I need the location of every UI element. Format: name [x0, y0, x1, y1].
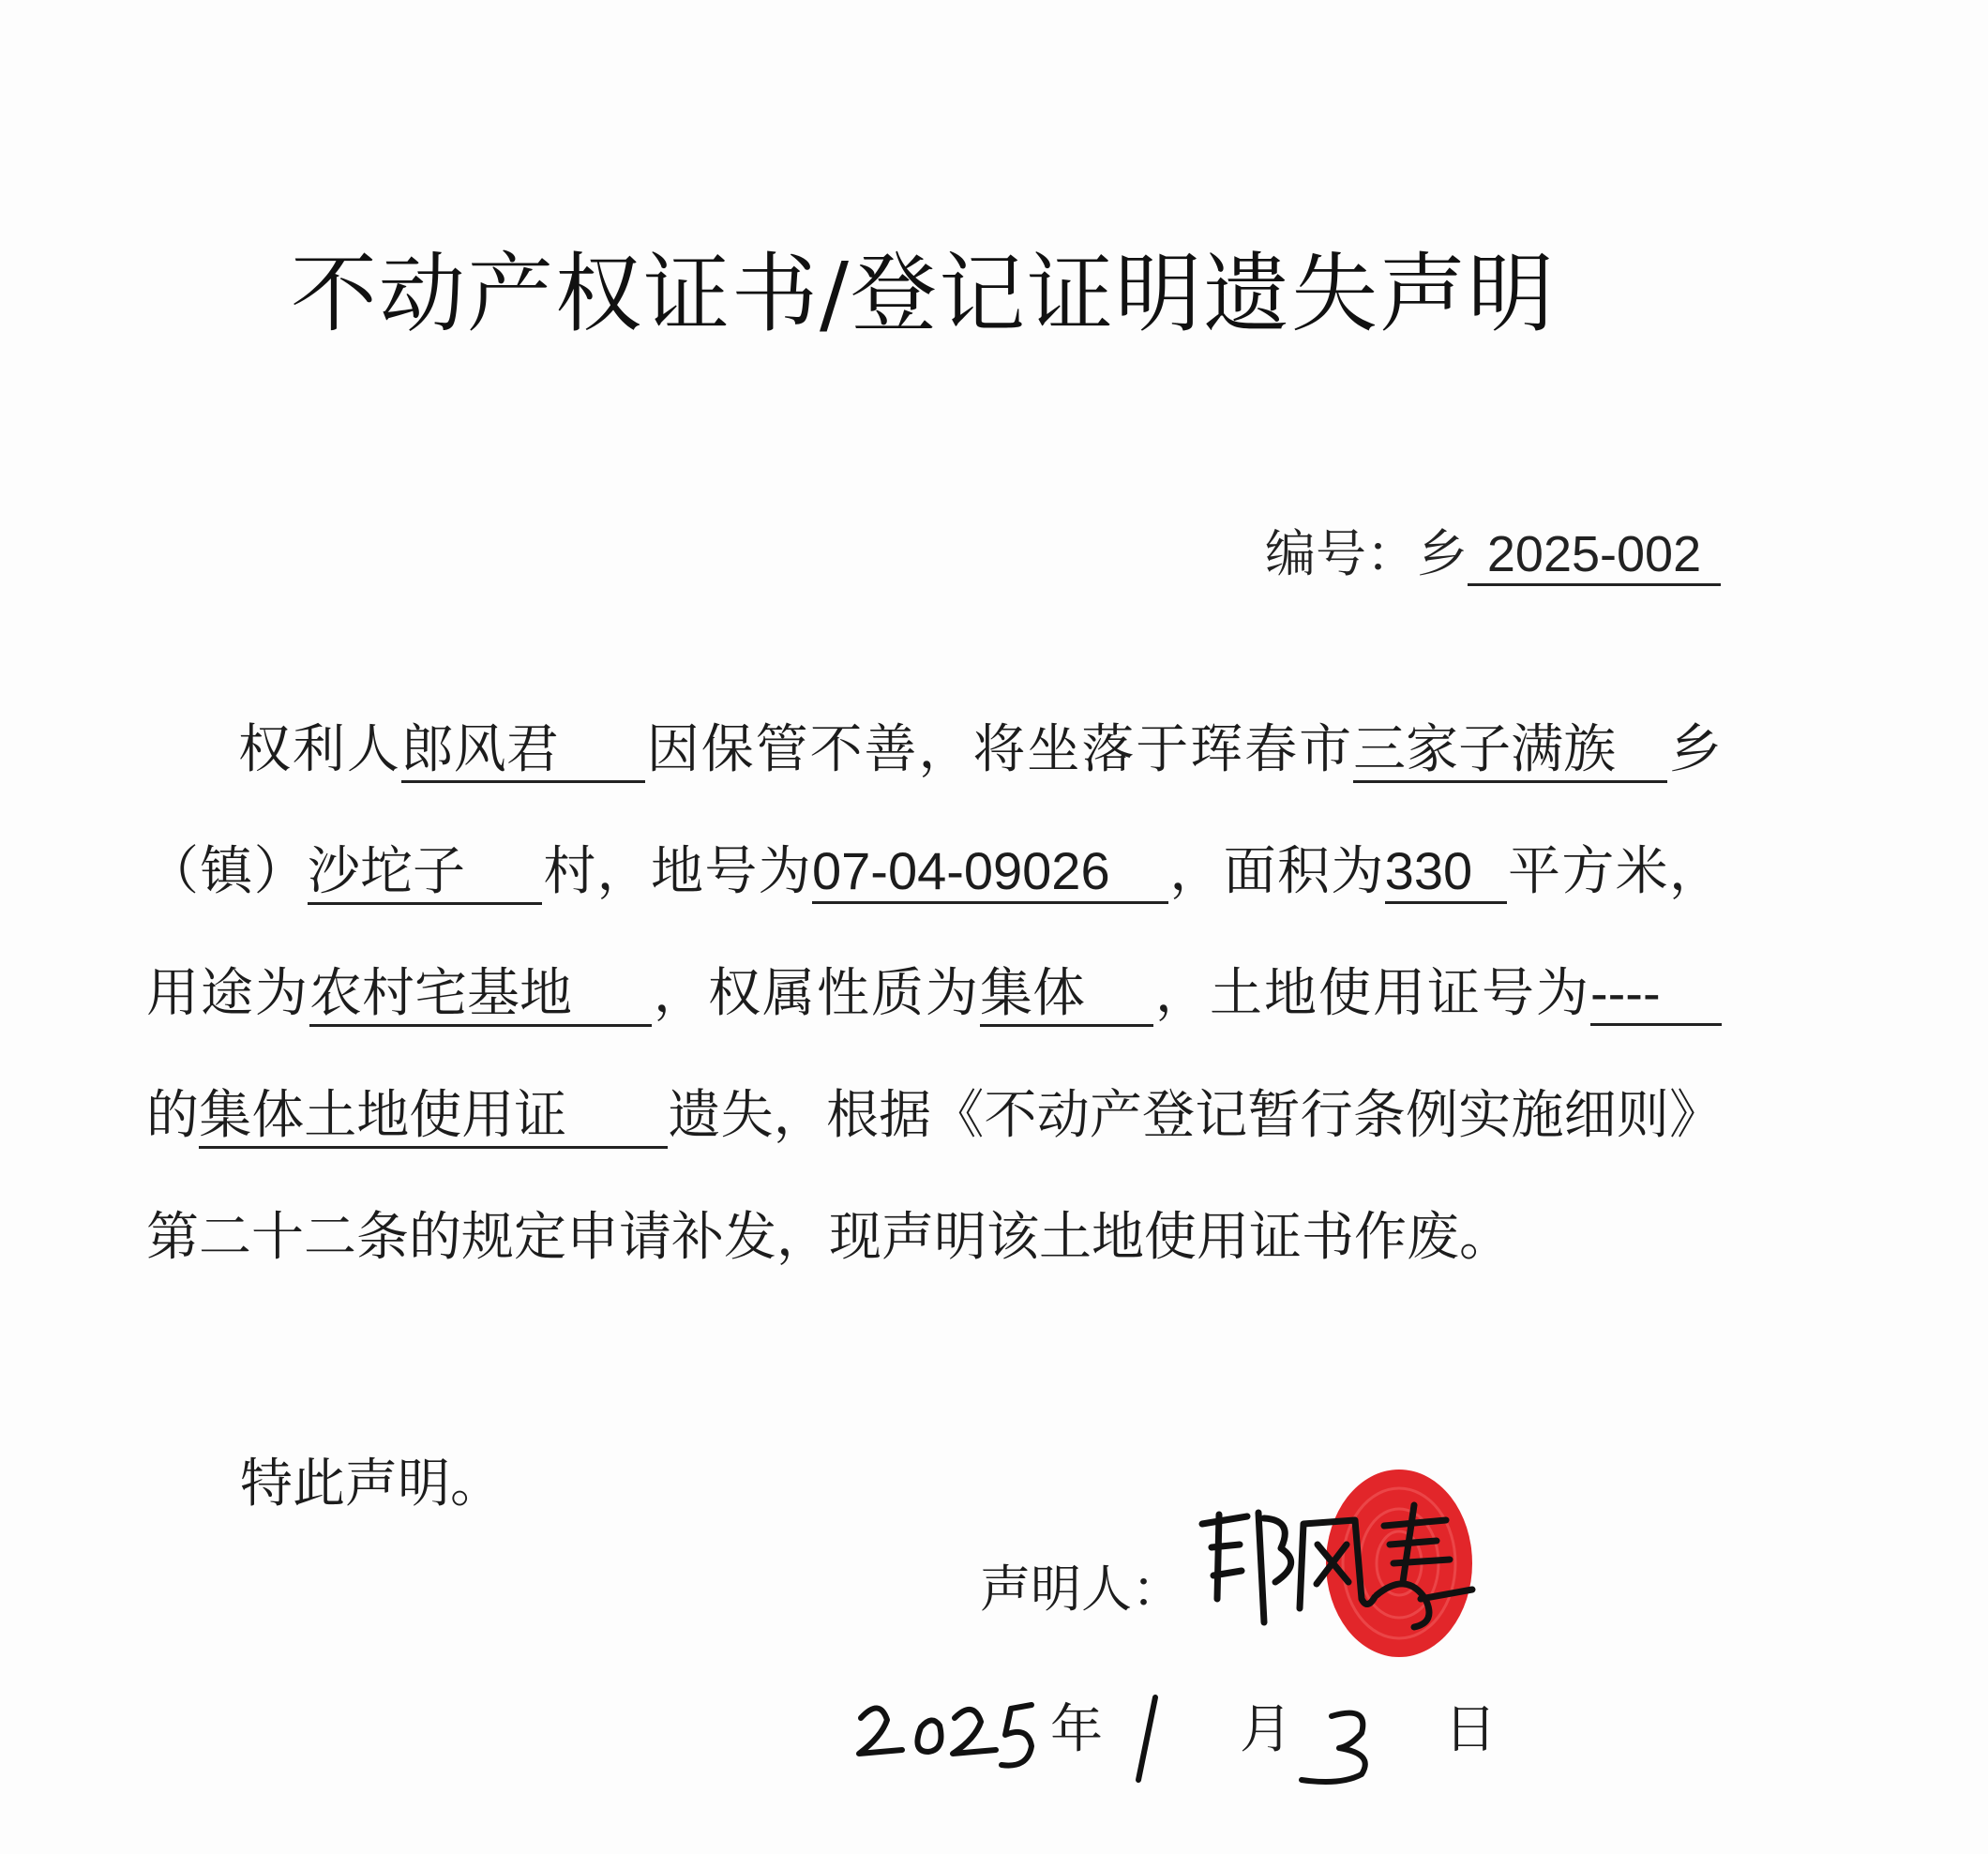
- body-text-1: 权利人: [236, 719, 401, 780]
- township-name: 三家子满族: [1353, 720, 1667, 783]
- body-text-3: 乡（镇）: [146, 719, 1723, 902]
- date-year-digit-0: [917, 1720, 941, 1752]
- closing-statement: 特此声明。: [240, 1454, 503, 1515]
- year-label: 年: [1050, 1699, 1103, 1760]
- area-value: 330: [1385, 841, 1507, 904]
- body-text-4: 村，地号为: [542, 841, 812, 902]
- document-number: [1265, 514, 1721, 586]
- document-title: 不动产权证书/登记证明遗失声明: [291, 244, 1556, 344]
- month-label: 月: [1240, 1699, 1292, 1760]
- day-label: 日: [1444, 1699, 1497, 1760]
- number-value: 2025-002: [1468, 525, 1721, 586]
- body-text-9: 的: [146, 1085, 200, 1146]
- body-text-2: 因保管不善，将坐落于珲春市: [644, 719, 1354, 780]
- number-label: 编号：乡: [1265, 524, 1468, 583]
- body-text-7: ，权属性质为: [652, 963, 980, 1024]
- body-text-6: 平方米，用途为: [146, 841, 1723, 1024]
- declarant-label: 声明人：: [980, 1560, 1182, 1619]
- ownership-type: 集体: [980, 964, 1153, 1027]
- body-text-5: ，面积为: [1168, 841, 1385, 902]
- date-day-digit: [1302, 1713, 1365, 1782]
- body-text-8: ，土地使用证号为: [1153, 963, 1590, 1024]
- date-year-digit-2b: [953, 1710, 996, 1754]
- holder-name: 郎风君: [401, 720, 645, 783]
- land-usage: 农村宅基地: [309, 964, 652, 1027]
- village-name: 沙坨子: [308, 842, 542, 905]
- handwritten-date: [844, 1660, 1519, 1791]
- date-year-digit-2a: [859, 1708, 902, 1754]
- certificate-type: 集体土地使用证: [199, 1086, 668, 1149]
- date-year-digit-5: [1002, 1705, 1032, 1766]
- date-month-digit: [1138, 1697, 1155, 1780]
- parcel-number: 07-04-09026: [812, 841, 1168, 904]
- certificate-number: ----: [1590, 963, 1722, 1026]
- body-text-10: 遗失，根据《不动产登记暂行条例实施细则》第二十二条的规定申请补发，现声明该土地使用证书作废。: [146, 1085, 1723, 1268]
- declaration-body: [146, 689, 1722, 1299]
